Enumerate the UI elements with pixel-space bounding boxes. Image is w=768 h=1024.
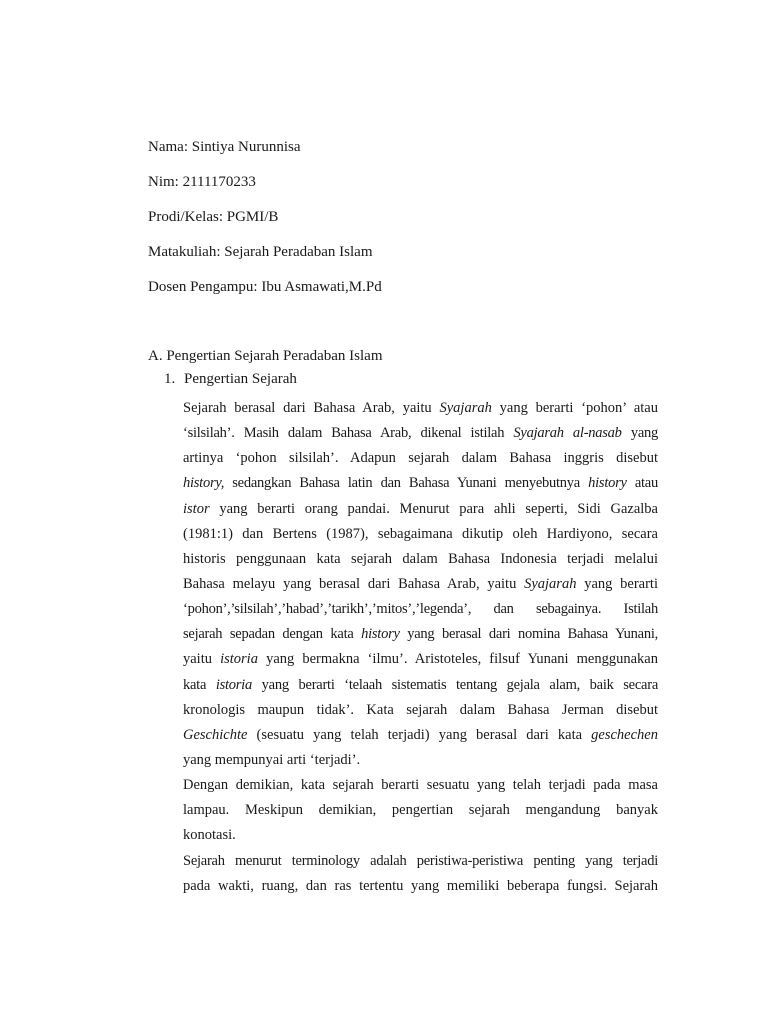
- student-prodi-kelas: Prodi/Kelas: PGMI/B: [148, 209, 279, 225]
- section-heading: A. Pengertian Sejarah Peradaban Islam: [148, 348, 383, 364]
- italic-term: Syajarah al-nasab: [513, 425, 622, 442]
- italic-term: istoria: [220, 651, 258, 668]
- text-run: yaitu: [183, 651, 221, 668]
- subsection-title: Pengertian Sejarah: [184, 371, 297, 387]
- paragraph-line: [183, 471, 658, 496]
- paragraph-line: artinya ‘pohon silsilah’. Adapun sejarah dalam Bahasa inggris disebut: [183, 450, 658, 467]
- student-nim: Nim: 2111170233: [148, 174, 256, 190]
- paragraph-line: konotasi.: [183, 827, 236, 844]
- text-run: yang berarti orang pandai. Menurut para ahli seperti, Sidi Gazalba: [209, 500, 658, 517]
- paragraph-line: (1981:1) dan Bertens (1987), sebagaimana dikutip oleh Hardiyono, secara: [183, 525, 658, 542]
- text-run: sedangkan Bahasa latin dan Bahasa Yunani menyebutnya: [224, 475, 589, 492]
- text-run: Sejarah berasal dari Bahasa Arab, yaitu: [183, 400, 440, 416]
- student-identity-block: [148, 137, 668, 312]
- subsection-number: 1.: [164, 371, 176, 387]
- paragraph-line: [183, 673, 658, 698]
- paragraph-line: pada wakti, ruang, dan ras tertentu yang memiliki beberapa fungsi. Sejarah: [183, 877, 658, 894]
- text-run: yang berarti: [576, 575, 658, 592]
- paragraph-line: historis penggunaan kata sejarah dalam Bahasa Indonesia terjadi melalui: [183, 550, 658, 567]
- paragraph-line: [183, 572, 658, 597]
- paragraph-line: Dengan demikian, kata sejarah berarti sesuatu yang telah terjadi pada masa: [183, 777, 658, 794]
- italic-term: Syajarah: [524, 575, 577, 592]
- paragraph-line: [183, 647, 658, 672]
- text-run: (sesuatu yang telah terjadi) yang berasal dari kata: [247, 726, 592, 743]
- lecturer-name: Dosen Pengampu: Ibu Asmawati,M.Pd: [148, 279, 382, 295]
- italic-term: history: [361, 626, 400, 643]
- italic-term: Geschichte: [183, 726, 248, 743]
- text-run: atau: [626, 475, 658, 492]
- paragraph-line: Sejarah menurut terminology adalah peristiwa-peristiwa penting yang terjadi: [183, 852, 658, 869]
- paragraph-line: [183, 396, 658, 421]
- text-run: sejarah sepadan dengan kata: [183, 626, 362, 643]
- paragraph-line: [183, 622, 658, 647]
- student-name: Nama: Sintiya Nurunnisa: [148, 139, 301, 155]
- italic-term: Syajarah: [439, 400, 492, 416]
- text-run: yang berarti ‘telaah sistematis tentang gejala alam, baik secara: [251, 676, 658, 693]
- course-name: Matakuliah: Sejarah Peradaban Islam: [148, 244, 373, 260]
- paragraph-line: [183, 497, 658, 522]
- paragraph-line: [183, 723, 658, 748]
- text-run: yang: [621, 425, 658, 442]
- italic-term: history,: [183, 475, 225, 492]
- italic-term: istoria: [215, 676, 252, 693]
- text-run: kata: [183, 676, 216, 693]
- paragraph-line: lampau. Meskipun demikian, pengertian sejarah mengandung banyak: [183, 802, 658, 819]
- italic-term: geschechen: [591, 726, 658, 743]
- italic-term: istor: [183, 500, 210, 517]
- paragraph-line: kronologis maupun tidak’. Kata sejarah dalam Bahasa Jerman disebut: [183, 701, 658, 718]
- text-run: yang berarti ‘pohon’ atau: [491, 400, 658, 416]
- section-a: [148, 346, 668, 389]
- text-run: ‘silsilah’. Masih dalam Bahasa Arab, dikenal istilah: [183, 425, 514, 442]
- text-run: Bahasa melayu yang berasal dari Bahasa Arab, yaitu: [183, 575, 525, 592]
- paragraph-line: [183, 421, 658, 446]
- text-run: yang bermakna ‘ilmu’. Aristoteles, filsuf Yunani menggunakan: [257, 651, 658, 668]
- body-text: [183, 396, 658, 899]
- paragraph-line: yang mempunyai arti ‘terjadi’.: [183, 751, 361, 768]
- paragraph-line: ‘pohon’,’silsilah’,’habad’,’tarikh’,’mitos’,’legenda’, dan sebagainya. Istilah: [183, 601, 658, 618]
- italic-term: history: [588, 475, 627, 492]
- text-run: yang berasal dari nomina Bahasa Yunani,: [399, 626, 658, 643]
- subsection-heading: [164, 369, 668, 389]
